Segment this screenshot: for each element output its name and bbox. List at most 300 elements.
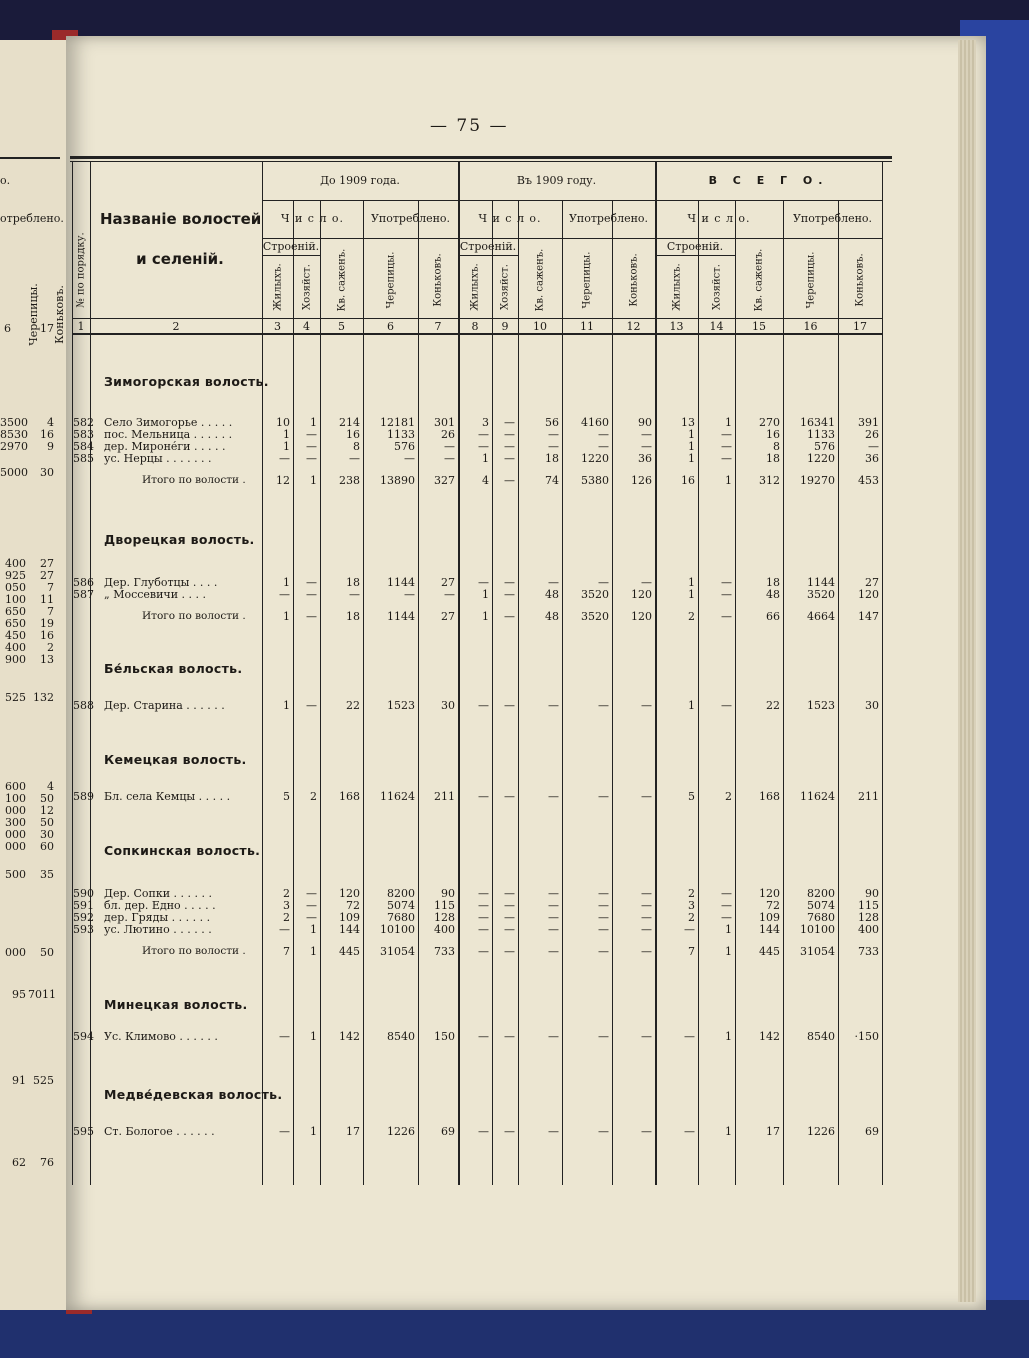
table-cell: — (504, 911, 515, 924)
table-cell: 27 (441, 576, 455, 589)
table-cell: 56 (545, 416, 559, 429)
table-cell: 4160 (581, 416, 609, 429)
column-number: 12 (626, 320, 641, 333)
left-cell: 600 (5, 780, 26, 793)
table-cell: 22 (766, 699, 780, 712)
table-cell: — (721, 699, 732, 712)
table-cell: 1133 (387, 428, 415, 441)
total-label: Итого по волости . (142, 610, 246, 622)
upotrebleno-header: Употреблено. (792, 212, 873, 225)
table-cell: — (504, 440, 515, 453)
table-cell: 2 (310, 790, 317, 803)
table-cell: 1 (283, 440, 290, 453)
table-cell: — (504, 699, 515, 712)
row-number: 583 (73, 428, 94, 441)
table-cell: 109 (759, 911, 780, 924)
left-cell: 100 (5, 593, 26, 606)
left-cell: 000 (5, 840, 26, 853)
table-cell: 2 (688, 887, 695, 900)
column-number: 17 (853, 320, 867, 333)
column-number: 6 (387, 320, 394, 333)
header-rule (262, 255, 320, 256)
section-title: Зимогорская волость. (104, 374, 269, 389)
table-cell: — (504, 452, 515, 465)
table-cell: 36 (638, 452, 652, 465)
table-cell: 1 (310, 923, 317, 936)
table-cell: 142 (339, 1030, 360, 1043)
table-cell: — (478, 911, 489, 924)
table-cell: — (548, 899, 559, 912)
table-cell: — (641, 1030, 652, 1043)
table-cell: 1 (725, 1030, 732, 1043)
header-rule (72, 318, 882, 319)
left-page-rule (0, 157, 60, 159)
left-cell: 132 (33, 691, 54, 704)
stroeniy-header: Строеній. (666, 240, 724, 253)
table-cell: — (548, 923, 559, 936)
row-number: 585 (73, 452, 94, 465)
table-cell: 142 (759, 1030, 780, 1043)
table-cell: — (349, 452, 360, 465)
settlement-name: Ус. Климово . . . . . . (104, 1030, 218, 1043)
table-cell: — (548, 911, 559, 924)
table-cell: — (598, 1030, 609, 1043)
left-header: отреблено. (0, 212, 64, 225)
table-cell: 16 (766, 428, 780, 441)
section-title: Сопкинская волость. (104, 843, 261, 858)
table-cell: 109 (339, 911, 360, 924)
table-cell: 4664 (807, 610, 835, 623)
table-cell: 1 (310, 945, 317, 958)
table-cell: 5074 (807, 899, 835, 912)
row-number: 589 (73, 790, 94, 803)
table-cell: — (306, 911, 317, 924)
table-cell: 11624 (800, 790, 835, 803)
column-number: 14 (709, 320, 724, 333)
table-cell: 16 (346, 428, 360, 441)
left-cell: 91 (12, 1074, 26, 1087)
table-cell: 16 (681, 474, 695, 487)
table-cell: — (548, 945, 559, 958)
left-cell: 7 (47, 581, 54, 594)
table-cell: 2 (725, 790, 732, 803)
table-cell: — (504, 474, 515, 487)
table-cell: — (504, 923, 515, 936)
table-cell: 126 (631, 474, 652, 487)
table-cell: — (306, 887, 317, 900)
table-cell: 1 (725, 923, 732, 936)
left-header: Черепицы. (26, 283, 40, 346)
table-cell: — (279, 1125, 290, 1138)
column-subheader: Кв. саженъ. (753, 248, 765, 312)
table-cell: — (548, 440, 559, 453)
table-cell: 12 (276, 474, 290, 487)
row-number: 586 (73, 576, 94, 589)
table-cell: — (306, 588, 317, 601)
table-cell: 4 (482, 474, 489, 487)
table-cell: — (478, 428, 489, 441)
table-cell: — (684, 1125, 695, 1138)
table-cell: 90 (441, 887, 455, 900)
table-cell: — (504, 887, 515, 900)
row-number: 588 (73, 699, 94, 712)
table-cell: 1220 (581, 452, 609, 465)
table-cell: — (349, 588, 360, 601)
page-number: — 75 — (430, 116, 509, 136)
table-cell: — (598, 576, 609, 589)
table-cell: 144 (339, 923, 360, 936)
header-rule (72, 333, 882, 335)
table-cell: 391 (858, 416, 879, 429)
table-cell: — (548, 576, 559, 589)
left-cell: 76 (40, 1156, 54, 1169)
table-cell: 1144 (387, 610, 415, 623)
settlement-name: дер. Гряды . . . . . . (104, 911, 211, 924)
table-cell: 2 (283, 887, 290, 900)
upotrebleno-header: Употреблено. (370, 212, 451, 225)
column-number: 5 (338, 320, 345, 333)
table-cell: — (641, 1125, 652, 1138)
table-cell: 445 (339, 945, 360, 958)
table-cell: 7 (688, 945, 695, 958)
table-cell: 22 (346, 699, 360, 712)
row-number: 591 (73, 899, 94, 912)
section-title: Бе́льская волость. (104, 661, 243, 676)
header-rule (262, 238, 882, 239)
table-cell: 5 (688, 790, 695, 803)
table-cell: 10100 (800, 923, 835, 936)
left-cell: 000 (5, 828, 26, 841)
table-top-rule-2 (70, 161, 892, 162)
left-cell: 27 (40, 569, 54, 582)
table-cell: 8540 (387, 1030, 415, 1043)
table-cell: — (721, 440, 732, 453)
settlement-name: Ст. Бологое . . . . . . (104, 1125, 215, 1138)
column-subheader: Кв. саженъ. (336, 248, 347, 312)
left-cell: 100 (5, 792, 26, 805)
column-header-name: и селеній. (136, 250, 224, 268)
table-cell: 1 (283, 699, 290, 712)
table-cell: 1 (725, 474, 732, 487)
column-number: 1 (77, 320, 85, 333)
table-cell: — (504, 1030, 515, 1043)
left-cell: 9 (47, 440, 54, 453)
column-subheader: Хозяйст. (711, 264, 722, 310)
table-cell: — (404, 588, 415, 601)
table-cell: 168 (759, 790, 780, 803)
table-cell: — (548, 1030, 559, 1043)
settlement-name: ус. Нерцы . . . . . . . (104, 452, 212, 465)
table-cell: 3 (688, 899, 695, 912)
column-subheader: Коньковъ. (432, 253, 444, 307)
table-cell: — (721, 576, 732, 589)
settlement-name: Дер. Сопки . . . . . . (104, 887, 213, 900)
table-cell: 1 (688, 576, 695, 589)
table-cell: 445 (759, 945, 780, 958)
table-cell: 120 (631, 610, 652, 623)
left-cell: 4 (47, 416, 54, 429)
table-cell: — (641, 428, 652, 441)
table-cell: — (504, 588, 515, 601)
table-cell: 5380 (581, 474, 609, 487)
left-cell: 95 (12, 988, 26, 1001)
left-cell: 8530 (0, 428, 28, 441)
table-cell: — (598, 923, 609, 936)
section-title: Кемецкая волость. (104, 752, 247, 767)
settlement-name: Бл. села Кемцы . . . . . (104, 790, 231, 803)
table-cell: 1 (688, 699, 695, 712)
table-cell: 1226 (387, 1125, 415, 1138)
table-cell: 48 (545, 588, 559, 601)
table-cell: 733 (858, 945, 879, 958)
left-page-fragment (0, 40, 66, 1310)
table-cell: 144 (759, 923, 780, 936)
table-cell: — (641, 945, 652, 958)
table-cell: — (504, 610, 515, 623)
settlement-name: ус. Лютино . . . . . . (104, 923, 212, 936)
left-cell: 50 (40, 792, 54, 805)
table-cell: 19270 (800, 474, 835, 487)
table-cell: 69 (865, 1125, 879, 1138)
left-cell: 60 (40, 840, 54, 853)
table-cell: 48 (545, 610, 559, 623)
table-cell: — (306, 440, 317, 453)
table-cell: — (504, 790, 515, 803)
left-cell: 62 (12, 1156, 26, 1169)
column-number: 8 (471, 320, 479, 333)
table-cell: 1 (283, 610, 290, 623)
table-cell: — (721, 428, 732, 441)
table-cell: 72 (346, 899, 360, 912)
table-cell: — (504, 428, 515, 441)
table-cell: 26 (865, 428, 879, 441)
column-number: 3 (274, 320, 281, 333)
table-cell: 90 (865, 887, 879, 900)
section-title: Минецкая волость. (104, 997, 248, 1012)
table-cell: 120 (339, 887, 360, 900)
table-cell: 3 (283, 899, 290, 912)
table-cell: 31054 (380, 945, 415, 958)
table-cell: 1 (688, 452, 695, 465)
group-title: В С Е Г О. (708, 174, 829, 187)
table-cell: 1 (283, 576, 290, 589)
table-cell: 128 (858, 911, 879, 924)
group-title: Въ 1909 году. (516, 174, 597, 187)
table-cell: 327 (434, 474, 455, 487)
table-cell: — (478, 790, 489, 803)
left-cell: 50 (40, 946, 54, 959)
row-number: 582 (73, 416, 94, 429)
table-cell: — (504, 945, 515, 958)
table-cell: — (641, 899, 652, 912)
column-subheader: Коньковъ. (854, 253, 866, 307)
left-cell: 7011 (28, 988, 56, 1001)
table-cell: 211 (858, 790, 879, 803)
column-subheader: Черепицы. (385, 251, 396, 309)
table-cell: 128 (434, 911, 455, 924)
column-subheader: Черепицы. (581, 251, 593, 309)
settlement-name: дер. Мироне́ги . . . . . (104, 440, 226, 453)
table-cell: 270 (759, 416, 780, 429)
column-number: 9 (501, 320, 509, 333)
table-cell: 90 (638, 416, 652, 429)
column-number: 16 (803, 320, 818, 333)
group-title: До 1909 года. (320, 174, 400, 187)
left-cell: 2970 (0, 440, 28, 453)
table-cell: 7 (283, 945, 290, 958)
table-cell: — (548, 1125, 559, 1138)
left-cell: 450 (5, 629, 26, 642)
left-cell: 650 (5, 617, 26, 630)
left-cell: 27 (40, 557, 54, 570)
page-edges (958, 40, 976, 1302)
table-cell: — (641, 790, 652, 803)
column-subheader: Хозяйст. (499, 264, 511, 310)
chislo-header: Ч и с л о. (478, 212, 542, 225)
table-cell: 27 (441, 610, 455, 623)
column-header-number: № по порядку. (75, 232, 87, 308)
table-cell: 1 (688, 440, 695, 453)
table-top-rule (70, 156, 892, 159)
table-cell: 48 (766, 588, 780, 601)
table-cell: 18 (766, 576, 780, 589)
table-cell: — (504, 1125, 515, 1138)
table-cell: — (279, 1030, 290, 1043)
left-header: о. (0, 174, 11, 187)
table-cell: 1 (725, 945, 732, 958)
table-cell: 8 (773, 440, 780, 453)
left-cell: 2 (47, 641, 54, 654)
row-number: 587 (73, 588, 94, 601)
settlement-name: бл. дер. Едно . . . . . (104, 899, 216, 912)
table-cell: ·150 (854, 1030, 879, 1043)
table-cell: 1 (482, 610, 489, 623)
table-cell: 16341 (800, 416, 835, 429)
left-cell: 4 (47, 780, 54, 793)
table-cell: — (548, 790, 559, 803)
table-cell: 1523 (387, 699, 415, 712)
table-cell: 17 (346, 1125, 360, 1138)
table-cell: — (478, 1030, 489, 1043)
table-cell: 69 (441, 1125, 455, 1138)
table-cell: 31054 (800, 945, 835, 958)
table-cell: — (404, 452, 415, 465)
table-cell: 1133 (807, 428, 835, 441)
table-cell: 120 (759, 887, 780, 900)
table-cell: 1 (310, 474, 317, 487)
table-cell: 7680 (807, 911, 835, 924)
table-cell: 8200 (387, 887, 415, 900)
table-cell: — (641, 576, 652, 589)
left-cell: 900 (5, 653, 26, 666)
table-cell: 18 (766, 452, 780, 465)
left-cell: 500 (5, 868, 26, 881)
table-cell: — (641, 440, 652, 453)
table-cell: 8200 (807, 887, 835, 900)
table-cell: 312 (759, 474, 780, 487)
table-cell: — (598, 699, 609, 712)
column-line (882, 161, 883, 1185)
left-cell: 30 (40, 466, 54, 479)
table-cell: 12181 (380, 416, 415, 429)
total-label: Итого по волости . (142, 474, 246, 486)
row-number: 595 (73, 1125, 94, 1138)
table-cell: — (444, 440, 455, 453)
stroeniy-header: Строеній. (262, 240, 320, 253)
left-cell: 300 (5, 816, 26, 829)
table-cell: 1 (310, 416, 317, 429)
table-cell: — (598, 428, 609, 441)
left-cell: 50 (40, 816, 54, 829)
table-cell: 400 (434, 923, 455, 936)
row-number: 592 (73, 911, 94, 924)
table-cell: — (306, 452, 317, 465)
table-cell: — (868, 440, 879, 453)
table-cell: 5 (283, 790, 290, 803)
table-cell: — (478, 699, 489, 712)
table-cell: — (721, 610, 732, 623)
left-cell: 000 (5, 946, 26, 959)
column-subheader: Кв. саженъ. (534, 248, 546, 312)
table-cell: — (478, 923, 489, 936)
left-header: 17 (40, 322, 54, 335)
table-cell: 576 (814, 440, 835, 453)
table-cell: 8540 (807, 1030, 835, 1043)
table-cell: 1 (310, 1030, 317, 1043)
table-cell: — (641, 911, 652, 924)
table-cell: 30 (441, 699, 455, 712)
table-cell: 120 (858, 588, 879, 601)
left-cell: 400 (5, 641, 26, 654)
table-cell: 214 (339, 416, 360, 429)
table-cell: 27 (865, 576, 879, 589)
table-cell: — (306, 610, 317, 623)
table-cell: — (478, 576, 489, 589)
header-rule (458, 255, 518, 256)
left-cell: 050 (5, 581, 26, 594)
column-number: 4 (303, 320, 310, 333)
column-subheader: Жилыхъ. (671, 263, 682, 311)
table-cell: — (306, 576, 317, 589)
row-number: 584 (73, 440, 94, 453)
row-number: 590 (73, 887, 94, 900)
table-cell: 10100 (380, 923, 415, 936)
table-cell: 3520 (807, 588, 835, 601)
table-cell: — (279, 588, 290, 601)
table-cell: 2 (688, 610, 695, 623)
row-number: 593 (73, 923, 94, 936)
left-cell: 19 (40, 617, 54, 630)
table-cell: 11624 (380, 790, 415, 803)
left-cell: 400 (5, 557, 26, 570)
table-cell: — (641, 887, 652, 900)
table-cell: 115 (434, 899, 455, 912)
table-cell: — (721, 452, 732, 465)
table-cell: 74 (545, 474, 559, 487)
column-number: 10 (533, 320, 547, 333)
table-cell: — (478, 1125, 489, 1138)
column-number: 15 (752, 320, 766, 333)
settlement-name: „ Моссевичи . . . . (104, 588, 207, 601)
header-rule (262, 200, 882, 201)
left-cell: 30 (40, 828, 54, 841)
left-cell: 000 (5, 804, 26, 817)
settlement-name: Дер. Глуботцы . . . . (104, 576, 218, 589)
table-cell: — (504, 416, 515, 429)
table-cell: 18 (346, 576, 360, 589)
table-cell: 3520 (581, 588, 609, 601)
table-cell: — (684, 1030, 695, 1043)
